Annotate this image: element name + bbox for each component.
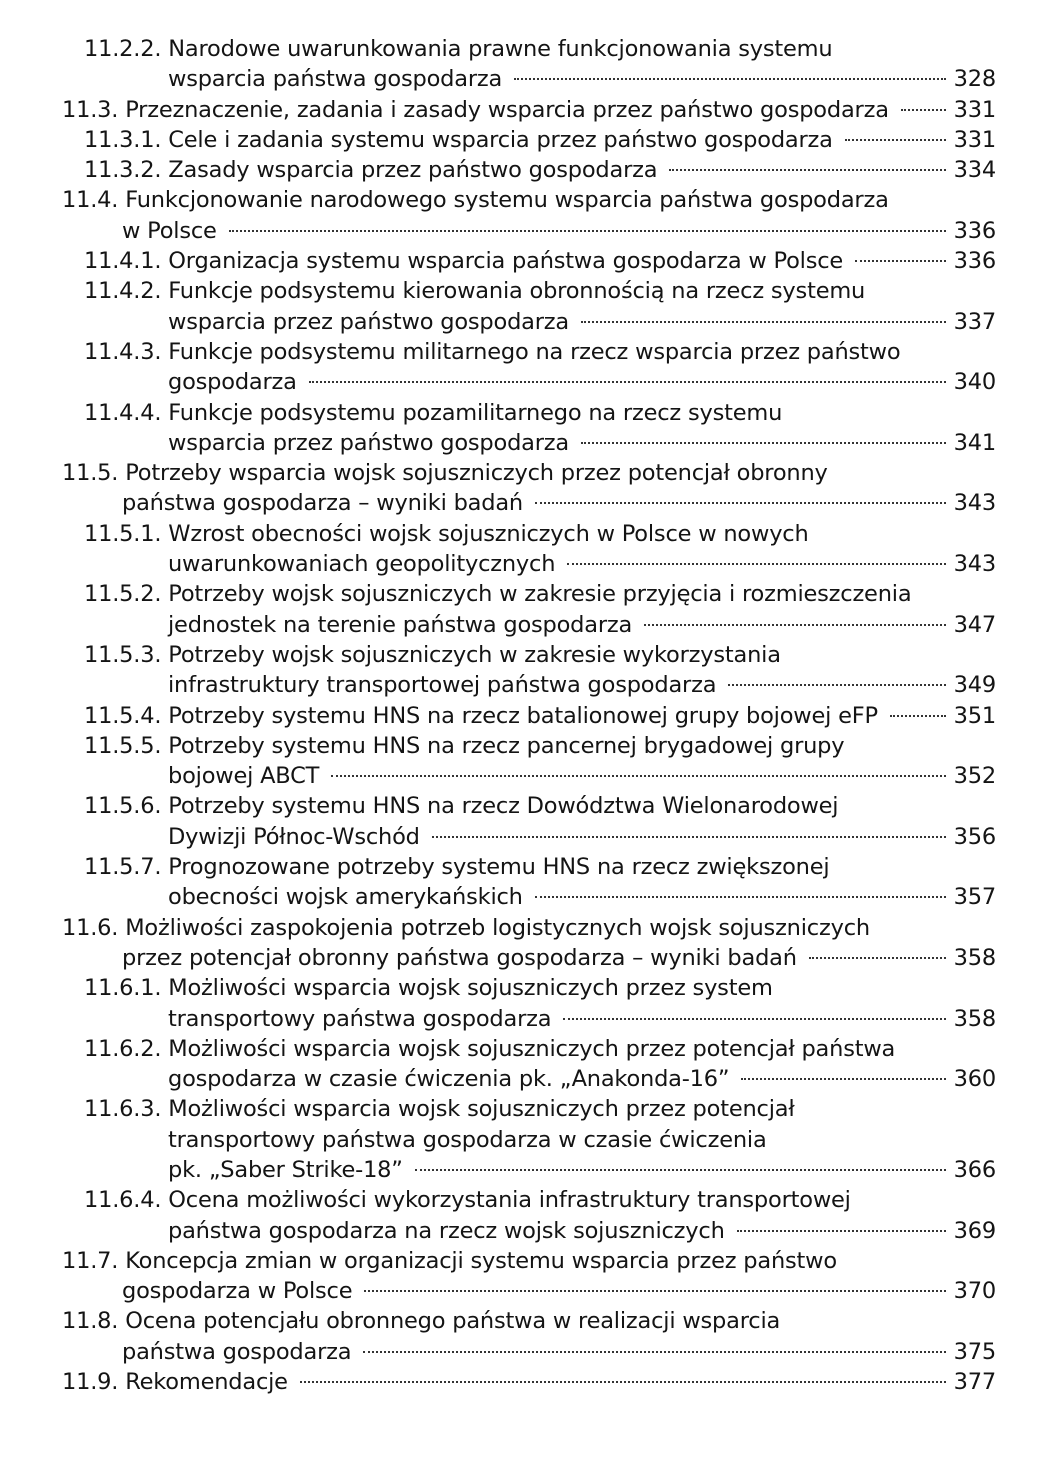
toc-entry-page-number: 336 xyxy=(953,217,996,244)
dot-leader xyxy=(728,684,945,686)
toc-entry-page-number: 366 xyxy=(953,1156,996,1183)
toc-entry[interactable] xyxy=(84,276,996,337)
toc-entry-page-number: 341 xyxy=(953,429,996,456)
toc-entry-first-line xyxy=(62,458,996,488)
toc-entry-title: wsparcia przez państwo gospodarza xyxy=(168,308,569,335)
toc-entry-number: 11.3.1. xyxy=(84,126,162,153)
toc-entry-page-number: 349 xyxy=(953,672,996,699)
toc-entry-first-line xyxy=(84,519,996,549)
toc-entry-number: 11.6.2. xyxy=(84,1035,162,1062)
dot-leader xyxy=(581,442,946,444)
toc-entry-title: w Polsce xyxy=(122,217,217,244)
toc-entry-number: 11.5.1. xyxy=(84,520,162,547)
toc-entry-continuation-line xyxy=(84,1125,996,1155)
toc-entry-title: Koncepcja zmian w organizacji systemu wsparcia przez państwo xyxy=(125,1247,837,1274)
toc-entry[interactable] xyxy=(84,155,996,185)
toc-entry-title: państwa gospodarza na rzecz wojsk sojuszniczych xyxy=(168,1217,725,1244)
toc-entry[interactable] xyxy=(84,125,996,155)
toc-entry-first-line xyxy=(62,95,996,125)
toc-entry-title: gospodarza w Polsce xyxy=(122,1278,353,1305)
toc-entry-number: 11.4.3. xyxy=(84,338,162,365)
toc-entry-number: 11.5.4. xyxy=(84,702,162,729)
toc-entry-number: 11.6. xyxy=(62,914,119,941)
toc-entry[interactable] xyxy=(62,95,996,125)
toc-entry-continuation-line xyxy=(62,943,996,973)
toc-entry-number: 11.8. xyxy=(62,1308,119,1335)
toc-entry-first-line xyxy=(84,852,996,882)
dot-leader xyxy=(809,957,946,959)
toc-entry-title: Cele i zadania systemu wsparcia przez państwo gospodarza xyxy=(168,126,833,153)
toc-entry[interactable] xyxy=(84,731,996,792)
toc-entry-title: obecności wojsk amerykańskich xyxy=(168,884,523,911)
toc-entry-page-number: 356 xyxy=(953,823,996,850)
toc-entry-number: 11.6.1. xyxy=(84,975,162,1002)
toc-entry-title: państwa gospodarza – wyniki badań xyxy=(122,490,523,517)
toc-entry-first-line xyxy=(84,34,996,64)
toc-entry-first-line xyxy=(84,125,996,155)
toc-entry-number: 11.6.4. xyxy=(84,1187,162,1214)
toc-entry[interactable] xyxy=(84,640,996,701)
toc-entry-page-number: 347 xyxy=(953,611,996,638)
dot-leader xyxy=(581,321,946,323)
toc-entry-page-number: 369 xyxy=(953,1217,996,1244)
toc-entry[interactable] xyxy=(84,852,996,913)
dot-leader xyxy=(364,1290,945,1292)
toc-entry[interactable] xyxy=(62,185,996,246)
toc-entry-title: Funkcje podsystemu militarnego na rzecz wsparcia przez państwo xyxy=(168,338,901,365)
dot-leader xyxy=(567,563,945,565)
toc-entry-title: pk. „Saber Strike-18” xyxy=(168,1156,403,1183)
toc-entry-title: Ocena potencjału obronnego państwa w realizacji wsparcia xyxy=(125,1308,781,1335)
toc-entry-title: gospodarza xyxy=(168,369,297,396)
toc-entry-first-line xyxy=(84,337,996,367)
toc-entry-number: 11.7. xyxy=(62,1247,119,1274)
toc-entry-first-line xyxy=(62,1246,996,1276)
toc-entry-title: państwa gospodarza xyxy=(122,1338,352,1365)
toc-entry-number: 11.5.5. xyxy=(84,732,162,759)
toc-entry-continuation-line xyxy=(84,761,996,791)
toc-entry-title: Możliwości wsparcia wojsk sojuszniczych przez potencjał państwa xyxy=(168,1035,896,1062)
toc-entry-title: Potrzeby wsparcia wojsk sojuszniczych przez potencjał obronny xyxy=(125,460,828,487)
toc-entry-continuation-line xyxy=(84,1216,996,1246)
toc-entry-continuation-line xyxy=(84,1155,996,1185)
toc-entry-title: Potrzeby systemu HNS na rzecz pancernej brygadowej grupy xyxy=(168,732,845,759)
toc-entry-title: Przeznaczenie, zadania i zasady wsparcia przez państwo gospodarza xyxy=(125,96,889,123)
toc-entry-title: bojowej ABCT xyxy=(168,763,320,790)
toc-entry-continuation-line xyxy=(84,428,996,458)
toc-entry-title: Potrzeby systemu HNS na rzecz Dowództwa Wielonarodowej xyxy=(168,793,839,820)
toc-entry-page-number: 340 xyxy=(953,369,996,396)
toc-entry-title: Potrzeby wojsk sojuszniczych w zakresie przyjęcia i rozmieszczenia xyxy=(168,581,912,608)
toc-entry-number: 11.5.6. xyxy=(84,793,162,820)
toc-entry-title: Wzrost obecności wojsk sojuszniczych w Polsce w nowych xyxy=(168,520,809,547)
toc-entry-page-number: 370 xyxy=(953,1278,996,1305)
toc-entry-number: 11.6.3. xyxy=(84,1096,162,1123)
toc-entry[interactable] xyxy=(84,579,996,640)
toc-entry-title: Potrzeby wojsk sojuszniczych w zakresie wykorzystania xyxy=(168,641,781,668)
toc-entry-continuation-line xyxy=(84,610,996,640)
toc-entry-first-line xyxy=(62,913,996,943)
dot-leader xyxy=(535,502,946,504)
toc-entry-title: Ocena możliwości wykorzystania infrastruktury transportowej xyxy=(168,1187,851,1214)
toc-entry[interactable] xyxy=(84,701,996,731)
toc-entry-page-number: 343 xyxy=(953,551,996,578)
toc-entry-number: 11.5.7. xyxy=(84,854,162,881)
dot-leader xyxy=(901,109,946,111)
toc-entry-continuation-line xyxy=(84,307,996,337)
toc-entry[interactable] xyxy=(62,913,996,974)
toc-entry-first-line xyxy=(84,731,996,761)
toc-entry-title: wsparcia państwa gospodarza xyxy=(168,66,503,93)
toc-entry-page-number: 331 xyxy=(953,126,996,153)
toc-entry-page-number: 337 xyxy=(953,308,996,335)
toc-entry[interactable] xyxy=(84,398,996,459)
toc-entry-number: 11.5.2. xyxy=(84,581,162,608)
toc-entry-page-number: 360 xyxy=(953,1066,996,1093)
toc-entry-continuation-line xyxy=(62,216,996,246)
toc-entry-title: przez potencjał obronny państwa gospodarza – wyniki badań xyxy=(122,944,797,971)
toc-entry-title: Funkcjonowanie narodowego systemu wsparcia państwa gospodarza xyxy=(125,187,889,214)
toc-entry-first-line xyxy=(62,1306,996,1336)
toc-entry-page-number: 334 xyxy=(953,157,996,184)
toc-entry-first-line xyxy=(84,973,996,1003)
toc-entry-number: 11.5. xyxy=(62,460,119,487)
toc-entry-first-line xyxy=(84,791,996,821)
toc-entry[interactable] xyxy=(62,1367,996,1397)
toc-entry-title: uwarunkowaniach geopolitycznych xyxy=(168,551,556,578)
dot-leader xyxy=(229,230,946,232)
toc-entry-first-line xyxy=(84,398,996,428)
toc-entry-first-line xyxy=(62,1367,996,1397)
dot-leader xyxy=(644,624,946,626)
toc-entry-title: Możliwości wsparcia wojsk sojuszniczych przez system xyxy=(168,975,773,1002)
toc-entry-page-number: 357 xyxy=(953,884,996,911)
toc-entry[interactable] xyxy=(84,791,996,852)
toc-entry-continuation-line xyxy=(62,1337,996,1367)
toc-entry-title: jednostek na terenie państwa gospodarza xyxy=(168,611,633,638)
toc-entry-title: gospodarza w czasie ćwiczenia pk. „Anakonda-16” xyxy=(168,1066,730,1093)
toc-entry-title: Prognozowane potrzeby systemu HNS na rzecz zwiększonej xyxy=(168,854,830,881)
dot-leader xyxy=(737,1230,946,1232)
toc-entry-page-number: 358 xyxy=(953,1005,996,1032)
dot-leader xyxy=(855,260,946,262)
toc-entry-page-number: 328 xyxy=(953,66,996,93)
dot-leader xyxy=(300,1381,946,1383)
toc-entry-number: 11.9. xyxy=(62,1369,119,1396)
toc-entry-title: Potrzeby systemu HNS na rzecz batalionowej grupy bojowej eFP xyxy=(168,702,878,729)
toc-entry-page-number: 352 xyxy=(953,763,996,790)
dot-leader xyxy=(514,78,946,80)
toc-entry-continuation-line xyxy=(84,822,996,852)
toc-entry-continuation-line xyxy=(84,549,996,579)
toc-entry-page-number: 358 xyxy=(953,944,996,971)
dot-leader xyxy=(845,139,946,141)
dot-leader xyxy=(890,715,946,717)
toc-entry-title: Możliwości wsparcia wojsk sojuszniczych przez potencjał xyxy=(168,1096,795,1123)
toc-entry[interactable] xyxy=(62,1246,996,1307)
toc-entry-first-line xyxy=(84,1034,996,1064)
dot-leader xyxy=(309,381,946,383)
toc-entry-number: 11.4. xyxy=(62,187,119,214)
dot-leader xyxy=(535,896,946,898)
toc-entry-title: transportowy państwa gospodarza w czasie ćwiczenia xyxy=(168,1126,767,1153)
toc-entry[interactable] xyxy=(84,34,996,95)
toc-entry-number: 11.5.3. xyxy=(84,641,162,668)
toc-entry-title: Możliwości zaspokojenia potrzeb logistycznych wojsk sojuszniczych xyxy=(125,914,870,941)
toc-entry-title: Organizacja systemu wsparcia państwa gospodarza w Polsce xyxy=(168,248,844,275)
toc-entry-first-line xyxy=(62,185,996,215)
dot-leader xyxy=(415,1169,946,1171)
toc-entry-title: Dywizji Północ-Wschód xyxy=(168,823,420,850)
toc-entry-title: Narodowe uwarunkowania prawne funkcjonowania systemu xyxy=(168,36,833,62)
toc-entry[interactable] xyxy=(62,458,996,519)
dot-leader xyxy=(669,169,945,171)
toc-entry-first-line xyxy=(84,1094,996,1124)
toc-entry-page-number: 336 xyxy=(953,248,996,275)
toc-entry-first-line xyxy=(84,155,996,185)
toc-entry-number: 11.4.2. xyxy=(84,278,162,305)
toc-entry-continuation-line xyxy=(84,367,996,397)
toc-entry-number: 11.4.1. xyxy=(84,248,162,275)
toc-entry[interactable] xyxy=(84,1185,996,1246)
toc-entry-page-number: 343 xyxy=(953,490,996,517)
toc-entry-title: wsparcia przez państwo gospodarza xyxy=(168,429,569,456)
toc-entry-continuation-line xyxy=(84,1064,996,1094)
toc-entry-continuation-line xyxy=(62,488,996,518)
toc-entry-title: Funkcje podsystemu pozamilitarnego na rzecz systemu xyxy=(168,399,783,426)
dot-leader xyxy=(563,1018,945,1020)
toc-entry[interactable] xyxy=(84,1034,996,1095)
toc-entry[interactable] xyxy=(84,519,996,580)
toc-entry[interactable] xyxy=(62,1306,996,1367)
toc-entry-title: Rekomendacje xyxy=(125,1369,288,1396)
dot-leader xyxy=(432,836,946,838)
toc-entry-continuation-line xyxy=(62,1276,996,1306)
toc-entry-title: Zasady wsparcia przez państwo gospodarza xyxy=(168,157,658,184)
toc-entry-title: transportowy państwa gospodarza xyxy=(168,1005,552,1032)
toc-entry-number: 11.3.2. xyxy=(84,157,162,184)
toc-entry-first-line xyxy=(84,579,996,609)
dot-leader xyxy=(741,1078,945,1080)
toc-entry-continuation-line xyxy=(84,64,996,94)
toc-entry-first-line xyxy=(84,1185,996,1215)
toc-entry[interactable] xyxy=(84,973,996,1034)
toc-entry[interactable] xyxy=(84,246,996,276)
toc-entry-page-number: 375 xyxy=(953,1338,996,1365)
toc-entry[interactable] xyxy=(84,1094,996,1185)
toc-entry-title: Funkcje podsystemu kierowania obronnością na rzecz systemu xyxy=(168,278,866,305)
toc-entry-number: 11.3. xyxy=(62,96,119,123)
dot-leader xyxy=(363,1351,945,1353)
toc-entry-title: infrastruktury transportowej państwa gospodarza xyxy=(168,672,717,699)
toc-entry-continuation-line xyxy=(84,1004,996,1034)
toc-entry-page-number: 351 xyxy=(953,702,996,729)
dot-leader xyxy=(331,775,945,777)
toc-entry-number: 11.4.4. xyxy=(84,399,162,426)
toc-entry-number: 11.2.2. xyxy=(84,36,162,62)
toc-entry-continuation-line xyxy=(84,882,996,912)
toc-entry-first-line xyxy=(84,640,996,670)
toc-entry-page-number: 331 xyxy=(953,96,996,123)
toc-entry-continuation-line xyxy=(84,670,996,700)
toc-entry[interactable] xyxy=(84,337,996,398)
toc-entry-first-line xyxy=(84,701,996,731)
toc-entry-first-line xyxy=(84,246,996,276)
toc-entry-first-line xyxy=(84,276,996,306)
toc-entry-page-number: 377 xyxy=(953,1369,996,1396)
